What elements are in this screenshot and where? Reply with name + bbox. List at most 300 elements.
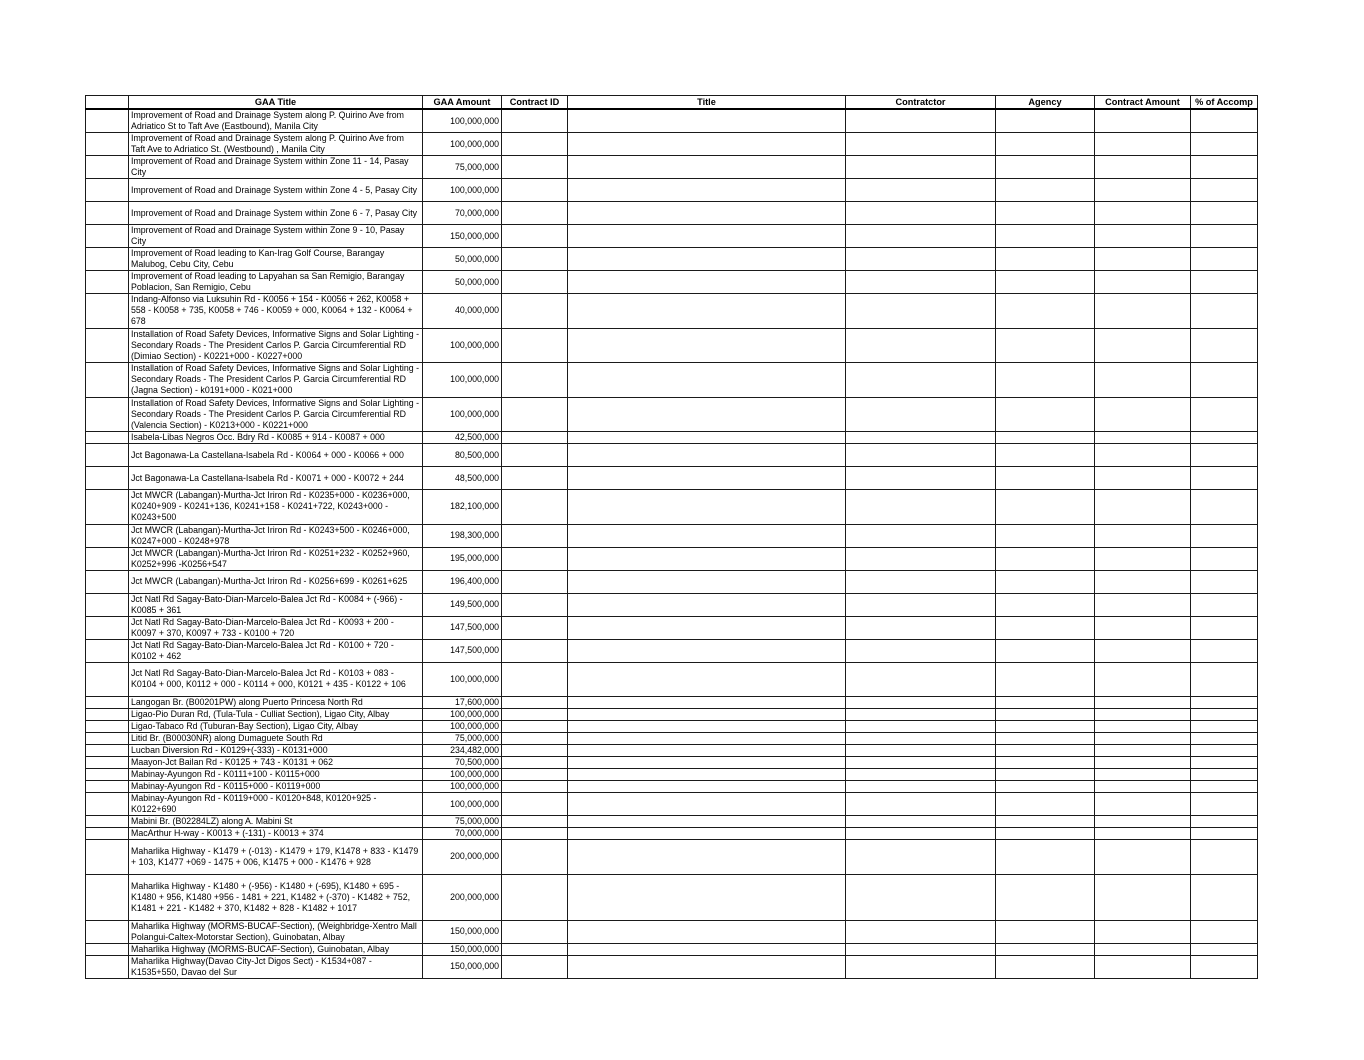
contract-id-cell: [502, 662, 568, 697]
contract-id-cell: [502, 524, 568, 547]
gaa-amount-cell: 70,500,000: [423, 757, 502, 769]
gaa-amount-cell: 196,400,000: [423, 570, 502, 593]
gaa-title-cell: Jct MWCR (Labangan)-Murtha-Jct Iriron Rd - K0243+500 - K0246+000, K0247+000 - K0248+978: [129, 524, 423, 547]
contract-id-cell: [502, 769, 568, 781]
table-row: [86, 757, 1258, 769]
pct-of-accomp-cell: [1191, 828, 1258, 840]
title-cell: [568, 444, 846, 467]
gaa-amount-cell: 147,500,000: [423, 616, 502, 639]
agency-cell: [996, 955, 1095, 978]
contract-amount-cell: [1095, 662, 1191, 697]
pct-of-accomp-cell: [1191, 709, 1258, 721]
table-row: [86, 943, 1258, 955]
gaa-amount-cell: 48,500,000: [423, 467, 502, 490]
pct-of-accomp-cell: [1191, 874, 1258, 920]
contract-amount-cell: [1095, 721, 1191, 733]
contract-id-cell: [502, 363, 568, 398]
title-cell: [568, 179, 846, 202]
agency-cell: [996, 840, 1095, 875]
pct-of-accomp-cell: [1191, 490, 1258, 525]
gaa-amount-cell: 150,000,000: [423, 920, 502, 943]
gaa-amount-cell: 200,000,000: [423, 874, 502, 920]
table-row: [86, 363, 1258, 398]
contract-id-cell: [502, 397, 568, 432]
contract-amount-cell: [1095, 524, 1191, 547]
contract-id-cell: [502, 271, 568, 294]
contract-amount-cell: [1095, 363, 1191, 398]
contract-id-cell: [502, 733, 568, 745]
gaa-amount-cell: 234,482,000: [423, 745, 502, 757]
gaa-amount-cell: 147,500,000: [423, 639, 502, 662]
blank-cell: [86, 397, 129, 432]
title-cell: [568, 363, 846, 398]
agency-cell: [996, 225, 1095, 248]
pct-of-accomp-cell: [1191, 616, 1258, 639]
contract-id-cell: [502, 955, 568, 978]
contract-amount-cell: [1095, 697, 1191, 709]
pct-of-accomp-cell: [1191, 920, 1258, 943]
contractor-cell: [846, 639, 996, 662]
blank-cell: [86, 294, 129, 329]
header-row: [86, 96, 1258, 110]
contract-amount-cell: [1095, 248, 1191, 271]
contractor-cell: [846, 943, 996, 955]
gaa-title-cell: Improvement of Road and Drainage System within Zone 9 - 10, Pasay City: [129, 225, 423, 248]
gaa-title-cell: Jct Natl Rd Sagay-Bato-Dian-Marcelo-Balea Jct Rd - K0093 + 200 - K0097 + 370, K0097 + 733 - K0100 + 720: [129, 616, 423, 639]
blank-cell: [86, 570, 129, 593]
contract-amount-cell: [1095, 547, 1191, 570]
agency-cell: [996, 769, 1095, 781]
blank-cell: [86, 662, 129, 697]
contractor-cell: [846, 793, 996, 816]
blank-cell: [86, 444, 129, 467]
contractor-cell: [846, 432, 996, 444]
agency-cell: [996, 757, 1095, 769]
title-cell: [568, 593, 846, 616]
title-cell: [568, 840, 846, 875]
contract-amount-cell: [1095, 793, 1191, 816]
contract-id-cell: [502, 616, 568, 639]
contract-id-cell: [502, 745, 568, 757]
header-gaa-amount: GAA Amount: [423, 96, 502, 110]
gaa-title-cell: Indang-Alfonso via Luksuhin Rd - K0056 + 154 - K0056 + 262, K0058 + 558 - K0058 + 735, K0058 + 746 - K0059 + 000, K0064 + 132 - K0064 + 678: [129, 294, 423, 329]
agency-cell: [996, 547, 1095, 570]
contract-id-cell: [502, 757, 568, 769]
pct-of-accomp-cell: [1191, 294, 1258, 329]
agency-cell: [996, 432, 1095, 444]
pct-of-accomp-cell: [1191, 570, 1258, 593]
gaa-title-cell: Ligao-Tabaco Rd (Tuburan-Bay Section), Ligao City, Albay: [129, 721, 423, 733]
gaa-amount-cell: 70,000,000: [423, 202, 502, 225]
contractor-cell: [846, 955, 996, 978]
table-row: [86, 793, 1258, 816]
contract-id-cell: [502, 444, 568, 467]
blank-cell: [86, 828, 129, 840]
contractor-cell: [846, 225, 996, 248]
contract-id-cell: [502, 874, 568, 920]
contract-id-cell: [502, 816, 568, 828]
gaa-title-cell: Jct Natl Rd Sagay-Bato-Dian-Marcelo-Balea Jct Rd - K0084 + (-966) - K0085 + 361: [129, 593, 423, 616]
pct-of-accomp-cell: [1191, 328, 1258, 363]
title-cell: [568, 133, 846, 156]
gaa-amount-cell: 150,000,000: [423, 943, 502, 955]
table-row: [86, 490, 1258, 525]
blank-cell: [86, 432, 129, 444]
agency-cell: [996, 397, 1095, 432]
pct-of-accomp-cell: [1191, 363, 1258, 398]
blank-cell: [86, 840, 129, 875]
contract-id-cell: [502, 781, 568, 793]
contract-id-cell: [502, 248, 568, 271]
table-row: [86, 920, 1258, 943]
table-row: [86, 781, 1258, 793]
gaa-amount-cell: 40,000,000: [423, 294, 502, 329]
table-row: [86, 444, 1258, 467]
agency-cell: [996, 524, 1095, 547]
agency-cell: [996, 179, 1095, 202]
title-cell: [568, 920, 846, 943]
gaa-title-cell: Jct Natl Rd Sagay-Bato-Dian-Marcelo-Balea Jct Rd - K0103 + 083 - K0104 + 000, K0112 + 000 - K0114 + 000, K0121 + 435 - K0122 + 106: [129, 662, 423, 697]
blank-cell: [86, 363, 129, 398]
contractor-cell: [846, 467, 996, 490]
contract-id-cell: [502, 109, 568, 133]
title-cell: [568, 467, 846, 490]
gaa-amount-cell: 75,000,000: [423, 816, 502, 828]
contractor-cell: [846, 816, 996, 828]
gaa-amount-cell: 100,000,000: [423, 363, 502, 398]
agency-cell: [996, 709, 1095, 721]
agency-cell: [996, 363, 1095, 398]
agency-cell: [996, 662, 1095, 697]
gaa-title-cell: MacArthur H-way - K0013 + (-131) - K0013 + 374: [129, 828, 423, 840]
title-cell: [568, 202, 846, 225]
contractor-cell: [846, 733, 996, 745]
contract-id-cell: [502, 709, 568, 721]
gaa-title-cell: Improvement of Road leading to Lapyahan sa San Remigio, Barangay Poblacion, San Remigio, Cebu: [129, 271, 423, 294]
agency-cell: [996, 697, 1095, 709]
contract-id-cell: [502, 593, 568, 616]
contract-id-cell: [502, 547, 568, 570]
contract-id-cell: [502, 920, 568, 943]
table-row: [86, 874, 1258, 920]
pct-of-accomp-cell: [1191, 179, 1258, 202]
agency-cell: [996, 828, 1095, 840]
contract-amount-cell: [1095, 294, 1191, 329]
contract-id-cell: [502, 202, 568, 225]
title-cell: [568, 616, 846, 639]
agency-cell: [996, 109, 1095, 133]
blank-cell: [86, 467, 129, 490]
contract-amount-cell: [1095, 179, 1191, 202]
pct-of-accomp-cell: [1191, 769, 1258, 781]
contract-amount-cell: [1095, 593, 1191, 616]
table-row: [86, 828, 1258, 840]
pct-of-accomp-cell: [1191, 133, 1258, 156]
contract-amount-cell: [1095, 616, 1191, 639]
gaa-amount-cell: 100,000,000: [423, 709, 502, 721]
table-row: [86, 547, 1258, 570]
title-cell: [568, 816, 846, 828]
title-cell: [568, 793, 846, 816]
gaa-amount-cell: 100,000,000: [423, 721, 502, 733]
contract-id-cell: [502, 490, 568, 525]
contract-amount-cell: [1095, 874, 1191, 920]
agency-cell: [996, 920, 1095, 943]
contractor-cell: [846, 397, 996, 432]
gaa-title-cell: Maharlika Highway(Davao City-Jct Digos Sect) - K1534+087 - K1535+550, Davao del Sur: [129, 955, 423, 978]
agency-cell: [996, 328, 1095, 363]
agency-cell: [996, 271, 1095, 294]
contract-amount-cell: [1095, 202, 1191, 225]
blank-cell: [86, 616, 129, 639]
contractor-cell: [846, 490, 996, 525]
contract-amount-cell: [1095, 745, 1191, 757]
gaa-amount-cell: 195,000,000: [423, 547, 502, 570]
contract-id-cell: [502, 828, 568, 840]
blank-cell: [86, 524, 129, 547]
pct-of-accomp-cell: [1191, 757, 1258, 769]
contract-amount-cell: [1095, 828, 1191, 840]
gaa-amount-cell: 75,000,000: [423, 156, 502, 179]
contractor-cell: [846, 294, 996, 329]
table-row: [86, 639, 1258, 662]
table-row: [86, 616, 1258, 639]
contract-amount-cell: [1095, 920, 1191, 943]
blank-cell: [86, 109, 129, 133]
gaa-amount-cell: 100,000,000: [423, 397, 502, 432]
blank-cell: [86, 757, 129, 769]
gaa-title-cell: Improvement of Road and Drainage System along P. Quirino Ave from Taft Ave to Adriatico St. (Westbound) , Manila City: [129, 133, 423, 156]
header-pct-of-accomp: % of Accomp: [1191, 96, 1258, 110]
blank-cell: [86, 793, 129, 816]
pct-of-accomp-cell: [1191, 697, 1258, 709]
contractor-cell: [846, 271, 996, 294]
pct-of-accomp-cell: [1191, 156, 1258, 179]
title-cell: [568, 955, 846, 978]
gaa-title-cell: Installation of Road Safety Devices, Informative Signs and Solar Lighting - Secondary Roads - The President Carlos P. Garcia Circumferential RD (Dimiao Section) - K0221+000 - K0227+000: [129, 328, 423, 363]
gaa-amount-cell: 100,000,000: [423, 781, 502, 793]
table-row: [86, 769, 1258, 781]
gaa-amount-cell: 50,000,000: [423, 271, 502, 294]
blank-cell: [86, 225, 129, 248]
agency-cell: [996, 781, 1095, 793]
contract-amount-cell: [1095, 109, 1191, 133]
title-cell: [568, 432, 846, 444]
title-cell: [568, 828, 846, 840]
gaa-title-cell: Installation of Road Safety Devices, Informative Signs and Solar Lighting - Secondary Roads - The President Carlos P. Garcia Circumferential RD (Valencia Section) - K0213+000 - K0221+000: [129, 397, 423, 432]
gaa-title-cell: Jct Natl Rd Sagay-Bato-Dian-Marcelo-Balea Jct Rd - K0100 + 720 - K0102 + 462: [129, 639, 423, 662]
title-cell: [568, 721, 846, 733]
table-row: [86, 156, 1258, 179]
blank-cell: [86, 202, 129, 225]
pct-of-accomp-cell: [1191, 781, 1258, 793]
contractor-cell: [846, 202, 996, 225]
gaa-title-cell: Isabela-Libas Negros Occ. Bdry Rd - K0085 + 914 - K0087 + 000: [129, 432, 423, 444]
blank-cell: [86, 769, 129, 781]
title-cell: [568, 570, 846, 593]
blank-cell: [86, 816, 129, 828]
gaa-title-cell: Installation of Road Safety Devices, Informative Signs and Solar Lighting - Secondary Roads - The President Carlos P. Garcia Circumferential RD (Jagna Section) - k0191+000 - K021+000: [129, 363, 423, 398]
pct-of-accomp-cell: [1191, 662, 1258, 697]
pct-of-accomp-cell: [1191, 547, 1258, 570]
table-row: [86, 133, 1258, 156]
pct-of-accomp-cell: [1191, 816, 1258, 828]
agency-cell: [996, 745, 1095, 757]
table-row: [86, 225, 1258, 248]
contract-amount-cell: [1095, 225, 1191, 248]
table-row: [86, 271, 1258, 294]
pct-of-accomp-cell: [1191, 248, 1258, 271]
agency-cell: [996, 943, 1095, 955]
blank-cell: [86, 955, 129, 978]
contract-amount-cell: [1095, 397, 1191, 432]
contractor-cell: [846, 524, 996, 547]
table-row: [86, 721, 1258, 733]
contractor-cell: [846, 248, 996, 271]
blank-cell: [86, 874, 129, 920]
gaa-title-cell: Maharlika Highway (MORMS-BUCAF-Section), (Weighbridge-Xentro Mall Polangui-Caltex-Motorstar Section), Guinobatan, Albay: [129, 920, 423, 943]
table-body: [86, 109, 1258, 978]
pct-of-accomp-cell: [1191, 444, 1258, 467]
gaa-amount-cell: 42,500,000: [423, 432, 502, 444]
table-row: [86, 524, 1258, 547]
blank-cell: [86, 697, 129, 709]
contractor-cell: [846, 721, 996, 733]
contractor-cell: [846, 328, 996, 363]
agency-cell: [996, 639, 1095, 662]
blank-cell: [86, 156, 129, 179]
contractor-cell: [846, 444, 996, 467]
gaa-amount-cell: 100,000,000: [423, 133, 502, 156]
header-contractor: Contratctor: [846, 96, 996, 110]
agency-cell: [996, 444, 1095, 467]
contract-amount-cell: [1095, 816, 1191, 828]
title-cell: [568, 781, 846, 793]
contract-id-cell: [502, 639, 568, 662]
header-blank: [86, 96, 129, 110]
title-cell: [568, 639, 846, 662]
title-cell: [568, 943, 846, 955]
contractor-cell: [846, 828, 996, 840]
table-header: [86, 96, 1258, 110]
pct-of-accomp-cell: [1191, 271, 1258, 294]
contractor-cell: [846, 709, 996, 721]
contract-id-cell: [502, 225, 568, 248]
contract-id-cell: [502, 133, 568, 156]
gaa-title-cell: Maharlika Highway - K1479 + (-013) - K1479 + 179, K1478 + 833 - K1479 + 103, K1477 +069 - 1475 + 006, K1475 + 000 - K1476 + 928: [129, 840, 423, 875]
pct-of-accomp-cell: [1191, 793, 1258, 816]
agency-cell: [996, 721, 1095, 733]
gaa-amount-cell: 150,000,000: [423, 955, 502, 978]
gaa-amount-cell: 75,000,000: [423, 733, 502, 745]
gaa-amount-cell: 149,500,000: [423, 593, 502, 616]
pct-of-accomp-cell: [1191, 397, 1258, 432]
contract-amount-cell: [1095, 955, 1191, 978]
pct-of-accomp-cell: [1191, 943, 1258, 955]
pct-of-accomp-cell: [1191, 432, 1258, 444]
contractor-cell: [846, 593, 996, 616]
contract-amount-cell: [1095, 570, 1191, 593]
contract-amount-cell: [1095, 432, 1191, 444]
contractor-cell: [846, 616, 996, 639]
pct-of-accomp-cell: [1191, 225, 1258, 248]
table-row: [86, 109, 1258, 133]
agency-cell: [996, 133, 1095, 156]
contractor-cell: [846, 363, 996, 398]
contract-amount-cell: [1095, 490, 1191, 525]
table-row: [86, 397, 1258, 432]
table-row: [86, 179, 1258, 202]
title-cell: [568, 524, 846, 547]
gaa-title-cell: Improvement of Road leading to Kan-Irag Golf Course, Barangay Malubog, Cebu City, Cebu: [129, 248, 423, 271]
title-cell: [568, 294, 846, 329]
contract-amount-cell: [1095, 943, 1191, 955]
table-row: [86, 467, 1258, 490]
gaa-amount-cell: 100,000,000: [423, 793, 502, 816]
pct-of-accomp-cell: [1191, 593, 1258, 616]
gaa-title-cell: Maharlika Highway - K1480 + (-956) - K1480 + (-695), K1480 + 695 - K1480 + 956, K1480 +956 - 1481 + 221, K1482 + (-370) - K1482 + 752, K1481 + 221 - K1482 + 370, K1482 + 828 - K1482 + 1017: [129, 874, 423, 920]
contract-id-cell: [502, 570, 568, 593]
title-cell: [568, 271, 846, 294]
header-gaa-title: GAA Title: [129, 96, 423, 110]
table-row: [86, 955, 1258, 978]
agency-cell: [996, 490, 1095, 525]
agency-cell: [996, 793, 1095, 816]
agency-cell: [996, 816, 1095, 828]
gaa-amount-cell: 100,000,000: [423, 328, 502, 363]
title-cell: [568, 248, 846, 271]
contractor-cell: [846, 745, 996, 757]
contractor-cell: [846, 781, 996, 793]
gaa-amount-cell: 80,500,000: [423, 444, 502, 467]
table-row: [86, 697, 1258, 709]
table-row: [86, 294, 1258, 329]
blank-cell: [86, 721, 129, 733]
blank-cell: [86, 781, 129, 793]
contractor-cell: [846, 156, 996, 179]
gaa-title-cell: Mabinay-Ayungon Rd - K0111+100 - K0115+000: [129, 769, 423, 781]
blank-cell: [86, 733, 129, 745]
blank-cell: [86, 271, 129, 294]
gaa-title-cell: Maharlika Highway (MORMS-BUCAF-Section), Guinobatan, Albay: [129, 943, 423, 955]
contractor-cell: [846, 662, 996, 697]
gaa-title-cell: Jct Bagonawa-La Castellana-Isabela Rd - K0064 + 000 - K0066 + 000: [129, 444, 423, 467]
pct-of-accomp-cell: [1191, 109, 1258, 133]
gaa-amount-cell: 150,000,000: [423, 225, 502, 248]
gaa-title-cell: Improvement of Road and Drainage System along P. Quirino Ave from Adriatico St to Taft Ave (Eastbound), Manila City: [129, 109, 423, 133]
agency-cell: [996, 874, 1095, 920]
blank-cell: [86, 248, 129, 271]
contract-id-cell: [502, 328, 568, 363]
gaa-amount-cell: 198,300,000: [423, 524, 502, 547]
contract-amount-cell: [1095, 156, 1191, 179]
contract-id-cell: [502, 467, 568, 490]
agency-cell: [996, 202, 1095, 225]
gaa-amount-cell: 100,000,000: [423, 769, 502, 781]
contract-id-cell: [502, 943, 568, 955]
title-cell: [568, 769, 846, 781]
pct-of-accomp-cell: [1191, 955, 1258, 978]
title-cell: [568, 547, 846, 570]
title-cell: [568, 397, 846, 432]
contract-amount-cell: [1095, 840, 1191, 875]
title-cell: [568, 697, 846, 709]
gaa-title-cell: Ligao-Pio Duran Rd, (Tula-Tula - Culliat Section), Ligao City, Albay: [129, 709, 423, 721]
table-row: [86, 816, 1258, 828]
agency-cell: [996, 294, 1095, 329]
contract-amount-cell: [1095, 781, 1191, 793]
title-cell: [568, 757, 846, 769]
